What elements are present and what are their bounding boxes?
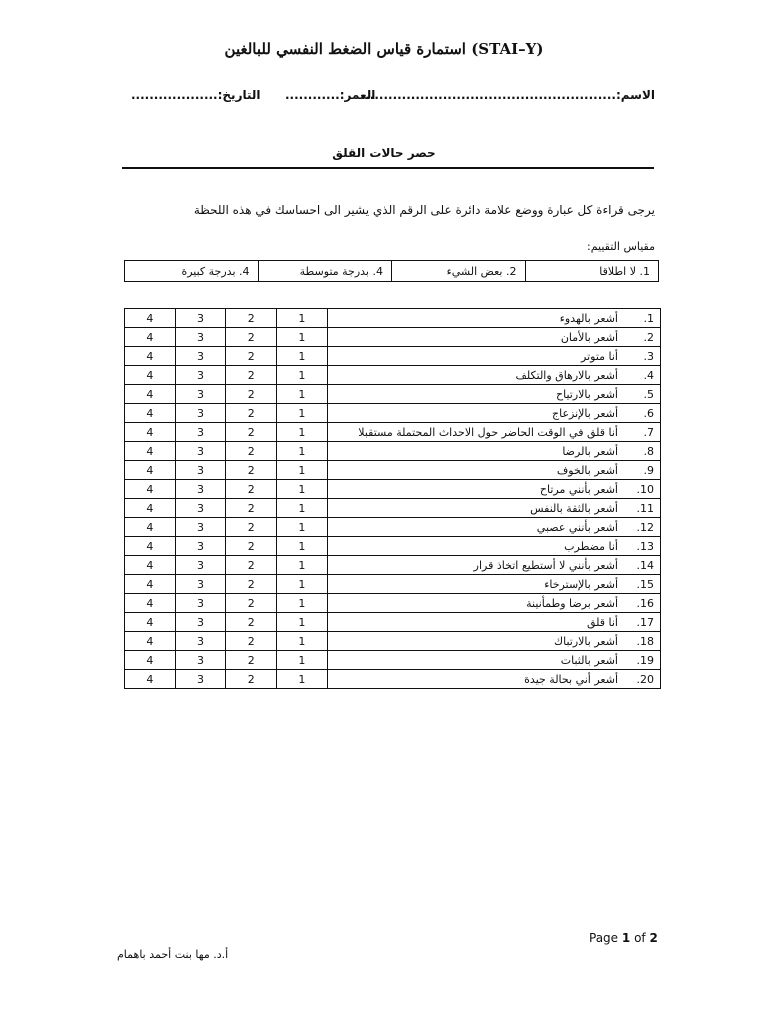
rating-option-2[interactable]: 2 xyxy=(226,499,277,518)
rating-option-4[interactable]: 4 xyxy=(125,670,176,689)
scale-option: 2. بعض الشيء xyxy=(392,261,526,282)
rating-option-2[interactable]: 2 xyxy=(226,328,277,347)
item-text: أشعر بالأمان xyxy=(560,330,618,344)
item-text: أشعر بالارتباك xyxy=(554,634,618,648)
item-number: 19. xyxy=(636,653,654,667)
rating-option-2[interactable]: 2 xyxy=(226,537,277,556)
item-text: أشعر بالرضا xyxy=(562,444,618,458)
item-number: 13. xyxy=(636,539,654,553)
item-text-cell xyxy=(327,518,660,537)
item-number: 18. xyxy=(636,634,654,648)
item-text: أشعر بالارتياح xyxy=(556,387,618,401)
rating-option-1[interactable]: 1 xyxy=(277,537,328,556)
rating-option-3[interactable]: 3 xyxy=(175,632,226,651)
item-number: 11. xyxy=(636,501,654,515)
item-text: أنا متوتر xyxy=(581,349,618,363)
item-text: أشعر بأنني لا أستطيع اتخاذ قرار xyxy=(473,558,618,572)
table-row xyxy=(125,366,661,385)
rating-option-4[interactable]: 4 xyxy=(125,537,176,556)
rating-option-3[interactable]: 3 xyxy=(175,404,226,423)
table-row xyxy=(125,442,661,461)
item-text-cell xyxy=(327,347,660,366)
section-title: حصر حالات القلق xyxy=(332,146,436,160)
item-text: أشعر بالخوف xyxy=(556,463,618,477)
table-row xyxy=(125,518,661,537)
item-text-cell xyxy=(327,328,660,347)
rating-option-3[interactable]: 3 xyxy=(175,556,226,575)
rating-scale-table xyxy=(124,260,659,282)
rating-option-4[interactable]: 4 xyxy=(125,423,176,442)
page-current: 1 xyxy=(621,931,631,945)
table-row xyxy=(125,556,661,575)
item-number: 14. xyxy=(636,558,654,572)
item-number: 2. xyxy=(643,330,654,344)
item-text: أشعر بالهدوء xyxy=(559,311,618,325)
rating-option-1[interactable]: 1 xyxy=(277,556,328,575)
table-row xyxy=(125,328,661,347)
rating-option-2[interactable]: 2 xyxy=(226,461,277,480)
rating-option-4[interactable]: 4 xyxy=(125,347,176,366)
age-field[interactable]: العمر:............ xyxy=(285,88,376,102)
page-of: of xyxy=(634,931,646,945)
item-text-cell xyxy=(327,537,660,556)
item-text: أشعر بالثقة بالنفس xyxy=(530,501,618,515)
rating-option-2[interactable]: 2 xyxy=(226,423,277,442)
item-text: أشعر بالإسترخاء xyxy=(544,577,618,591)
rating-option-1[interactable]: 1 xyxy=(277,385,328,404)
item-text-cell xyxy=(327,480,660,499)
rating-option-3[interactable]: 3 xyxy=(175,423,226,442)
rating-option-3[interactable]: 3 xyxy=(175,442,226,461)
rating-option-2[interactable]: 2 xyxy=(226,309,277,328)
table-row xyxy=(125,461,661,480)
item-text-cell xyxy=(327,613,660,632)
rating-option-3[interactable]: 3 xyxy=(175,347,226,366)
rating-option-1[interactable]: 1 xyxy=(277,518,328,537)
item-text-cell xyxy=(327,309,660,328)
item-text: أشعر بالثبات xyxy=(560,653,618,667)
item-text: أشعر بأنني عصبي xyxy=(536,520,618,534)
rating-option-3[interactable]: 3 xyxy=(175,366,226,385)
rating-option-4[interactable]: 4 xyxy=(125,328,176,347)
scale-label: مقياس التقييم: xyxy=(586,240,655,253)
rating-option-4[interactable]: 4 xyxy=(125,556,176,575)
item-text: أنا مضطرب xyxy=(564,539,618,553)
date-field[interactable]: التاريخ:................... xyxy=(131,88,261,102)
rating-option-1[interactable]: 1 xyxy=(277,328,328,347)
rating-option-1[interactable]: 1 xyxy=(277,632,328,651)
table-row xyxy=(125,347,661,366)
rating-option-4[interactable]: 4 xyxy=(125,309,176,328)
item-text: أنا قلق xyxy=(586,615,618,629)
item-text-cell xyxy=(327,575,660,594)
rating-option-1[interactable]: 1 xyxy=(277,499,328,518)
section-divider xyxy=(122,167,654,169)
rating-option-3[interactable]: 3 xyxy=(175,575,226,594)
table-row xyxy=(125,670,661,689)
rating-option-3[interactable]: 3 xyxy=(175,651,226,670)
rating-option-3[interactable]: 3 xyxy=(175,613,226,632)
rating-option-4[interactable]: 4 xyxy=(125,385,176,404)
rating-option-3[interactable]: 3 xyxy=(175,309,226,328)
rating-option-1[interactable]: 1 xyxy=(277,366,328,385)
rating-option-1[interactable]: 1 xyxy=(277,670,328,689)
rating-option-2[interactable]: 2 xyxy=(226,442,277,461)
item-text-cell xyxy=(327,423,660,442)
items-body xyxy=(125,309,661,689)
rating-option-2[interactable]: 2 xyxy=(226,594,277,613)
scale-option: 1. لا اطلاقا xyxy=(525,261,659,282)
rating-option-4[interactable]: 4 xyxy=(125,442,176,461)
scale-option: 4. بدرجة متوسطة xyxy=(258,261,392,282)
rating-option-3[interactable]: 3 xyxy=(175,328,226,347)
rating-option-4[interactable]: 4 xyxy=(125,480,176,499)
item-number: 3. xyxy=(643,349,654,363)
table-row xyxy=(125,499,661,518)
item-text: أشعر برضا وطمأنينة xyxy=(526,596,618,610)
table-row xyxy=(125,404,661,423)
rating-option-2[interactable]: 2 xyxy=(226,366,277,385)
rating-option-2[interactable]: 2 xyxy=(226,556,277,575)
rating-option-1[interactable]: 1 xyxy=(277,594,328,613)
items-table xyxy=(124,308,661,689)
rating-option-1[interactable]: 1 xyxy=(277,347,328,366)
rating-option-2[interactable]: 2 xyxy=(226,575,277,594)
rating-option-4[interactable]: 4 xyxy=(125,461,176,480)
item-number: 15. xyxy=(636,577,654,591)
name-field[interactable]: الاسم:........................................................ xyxy=(360,88,655,102)
table-row xyxy=(125,632,661,651)
form-title: استمارة قياس الضغط النفسي للبالغين (STAI–Y) xyxy=(224,40,544,58)
item-text-cell xyxy=(327,594,660,613)
rating-option-4[interactable]: 4 xyxy=(125,499,176,518)
table-row xyxy=(125,423,661,442)
item-number: 16. xyxy=(636,596,654,610)
rating-option-2[interactable]: 2 xyxy=(226,385,277,404)
item-number: 4. xyxy=(643,368,654,382)
rating-option-1[interactable]: 1 xyxy=(277,309,328,328)
item-text-cell xyxy=(327,499,660,518)
rating-option-2[interactable]: 2 xyxy=(226,651,277,670)
item-text: أشعر أني بحالة جيدة xyxy=(524,672,618,686)
rating-option-4[interactable]: 4 xyxy=(125,613,176,632)
rating-option-2[interactable]: 2 xyxy=(226,613,277,632)
item-number: 12. xyxy=(636,520,654,534)
rating-option-1[interactable]: 1 xyxy=(277,442,328,461)
table-row xyxy=(125,594,661,613)
item-text-cell xyxy=(327,385,660,404)
item-text-cell xyxy=(327,651,660,670)
item-number: 10. xyxy=(636,482,654,496)
item-text-cell xyxy=(327,670,660,689)
rating-option-4[interactable]: 4 xyxy=(125,651,176,670)
item-number: 17. xyxy=(636,615,654,629)
scale-option: 4. بدرجة كبيرة xyxy=(125,261,259,282)
rating-option-3[interactable]: 3 xyxy=(175,461,226,480)
page-total: 2 xyxy=(649,931,658,945)
rating-option-2[interactable]: 2 xyxy=(226,518,277,537)
item-text: أشعر بالإنزعاج xyxy=(552,406,618,420)
rating-option-4[interactable]: 4 xyxy=(125,594,176,613)
rating-option-2[interactable]: 2 xyxy=(226,632,277,651)
rating-option-4[interactable]: 4 xyxy=(125,575,176,594)
item-number: 9. xyxy=(643,463,654,477)
table-row xyxy=(125,537,661,556)
rating-option-2[interactable]: 2 xyxy=(226,670,277,689)
item-text: أشعر بأنني مرتاح xyxy=(539,482,618,496)
item-number: 5. xyxy=(643,387,654,401)
rating-scale-row xyxy=(125,261,659,282)
item-number: 6. xyxy=(643,406,654,420)
item-text: أنا قلق في الوقت الحاضر حول الاحداث المحتملة مستقبلا xyxy=(358,425,618,439)
item-text-cell xyxy=(327,556,660,575)
item-text-cell xyxy=(327,461,660,480)
rating-option-1[interactable]: 1 xyxy=(277,404,328,423)
table-row xyxy=(125,613,661,632)
item-text-cell xyxy=(327,632,660,651)
rating-option-3[interactable]: 3 xyxy=(175,480,226,499)
instructions: يرجى قراءة كل عبارة ووضع علامة دائرة على الرقم الذي يشير الى احساسك في هذه اللحظة xyxy=(193,203,655,217)
rating-option-2[interactable]: 2 xyxy=(226,404,277,423)
rating-option-2[interactable]: 2 xyxy=(226,480,277,499)
rating-option-1[interactable]: 1 xyxy=(277,480,328,499)
table-row xyxy=(125,309,661,328)
item-number: 1. xyxy=(643,311,654,325)
item-number: 7. xyxy=(643,425,654,439)
item-text-cell xyxy=(327,442,660,461)
item-number: 20. xyxy=(636,672,654,686)
author-credit: أ.د. مها بنت أحمد باهمام xyxy=(117,948,229,961)
rating-option-1[interactable]: 1 xyxy=(277,461,328,480)
rating-option-2[interactable]: 2 xyxy=(226,347,277,366)
item-text: أشعر بالارهاق والتكلف xyxy=(515,368,618,382)
rating-option-3[interactable]: 3 xyxy=(175,594,226,613)
rating-option-1[interactable]: 1 xyxy=(277,423,328,442)
rating-option-4[interactable]: 4 xyxy=(125,404,176,423)
rating-option-3[interactable]: 3 xyxy=(175,670,226,689)
table-row xyxy=(125,385,661,404)
rating-option-3[interactable]: 3 xyxy=(175,499,226,518)
rating-option-4[interactable]: 4 xyxy=(125,366,176,385)
item-number: 8. xyxy=(643,444,654,458)
rating-option-4[interactable]: 4 xyxy=(125,518,176,537)
rating-option-3[interactable]: 3 xyxy=(175,385,226,404)
page-word: Page xyxy=(589,931,619,945)
item-text-cell xyxy=(327,404,660,423)
rating-option-3[interactable]: 3 xyxy=(175,537,226,556)
rating-option-3[interactable]: 3 xyxy=(175,518,226,537)
table-row xyxy=(125,480,661,499)
rating-option-1[interactable]: 1 xyxy=(277,575,328,594)
item-text-cell xyxy=(327,366,660,385)
table-row xyxy=(125,575,661,594)
rating-option-1[interactable]: 1 xyxy=(277,651,328,670)
rating-option-4[interactable]: 4 xyxy=(125,632,176,651)
page-number xyxy=(589,931,658,945)
rating-option-1[interactable]: 1 xyxy=(277,613,328,632)
table-row xyxy=(125,651,661,670)
